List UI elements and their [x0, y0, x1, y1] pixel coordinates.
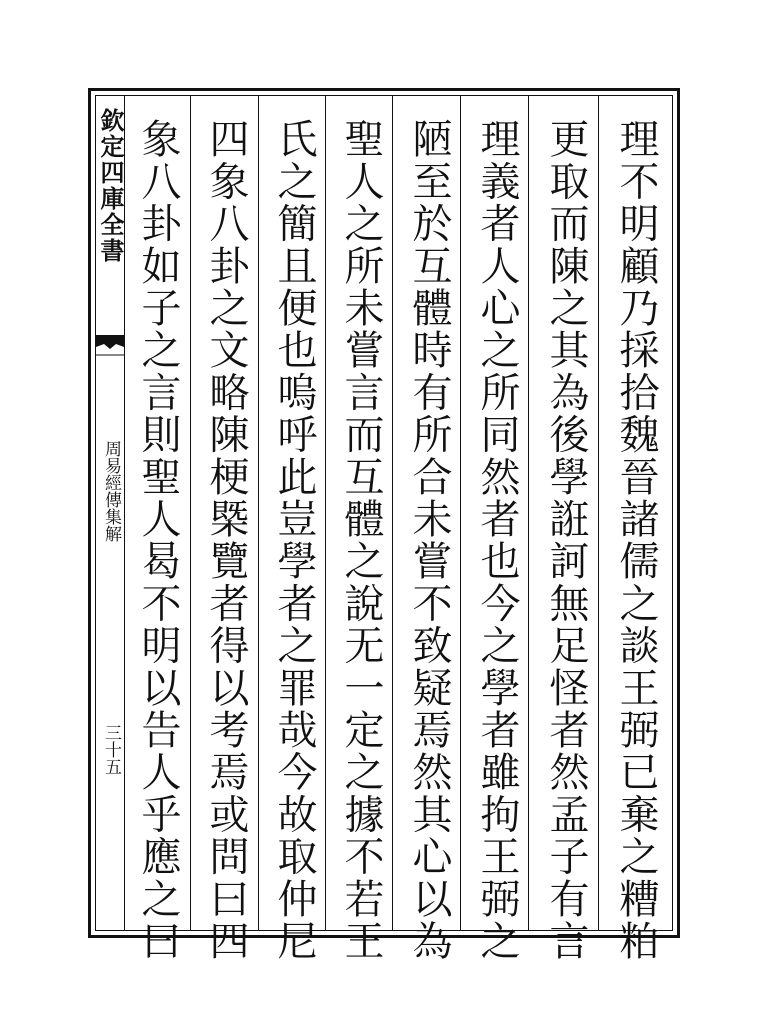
column-rule [392, 96, 393, 930]
banxin-title: 欽定四庫全書 [96, 108, 125, 264]
column-rule [258, 96, 259, 930]
text-column-1: 理不明顧乃採拾魏晉諸儒之談王弼已棄之糟粕 [613, 118, 659, 962]
text-column-4: 陋至於互體時有所合未嘗不致疑焉然其心以為 [406, 118, 452, 962]
text-column-2: 更取而陳之其為後學誑訶無足怪者然孟子有言 [543, 118, 589, 962]
text-column-3: 理義者人心之所同然者也今之學者雖拘王弼之 [474, 118, 520, 962]
column-rule [598, 96, 599, 930]
fishtail-mark-icon [96, 335, 124, 371]
banxin-book-title: 周易經傳集解 [101, 440, 121, 542]
column-rule [190, 96, 191, 930]
column-rule [528, 96, 529, 930]
text-column-7: 四象八卦之文略陳梗槩覽者得以考焉或問曰四 [203, 118, 249, 962]
column-rule [460, 96, 461, 930]
column-rule [325, 96, 326, 930]
text-column-8: 象八卦如子之言則聖人曷不明以告人乎應之曰 [135, 118, 181, 962]
banxin-page-number: 三十五 [101, 724, 121, 775]
text-column-5: 聖人之所未嘗言而互體之說无一定之據不若王 [338, 118, 384, 962]
text-column-6: 氏之簡且便也嗚呼此豈學者之罪哉今故取仲尼 [271, 118, 317, 962]
